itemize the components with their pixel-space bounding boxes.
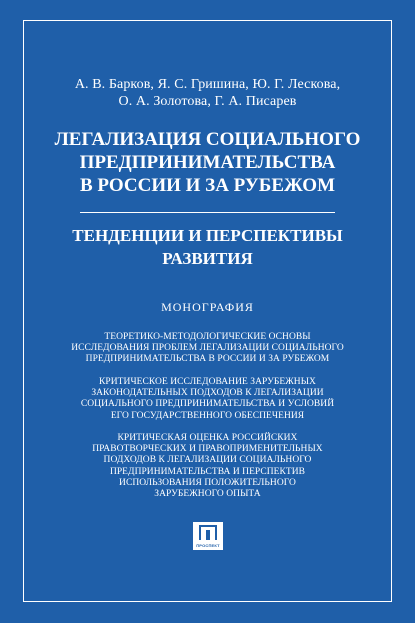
publisher-logo-icon <box>193 522 223 550</box>
section-line: ПРЕДПРИНИМАТЕЛЬСТВА В РОССИИ И ЗА РУБЕЖОМ <box>85 354 330 365</box>
section-line: ЕГО ГОСУДАРСТВЕННОГО ОБЕСПЕЧЕНИЯ <box>110 410 305 421</box>
subtitle-line-1: ТЕНДЕНЦИИ И ПЕРСПЕКТИВЫ <box>72 226 343 245</box>
title-line-3: В РОССИИ И ЗА РУБЕЖОМ <box>79 175 336 196</box>
contents-section-2 <box>0 377 415 422</box>
section-line: ТЕОРЕТИКО-МЕТОДОЛОГИЧЕСКИЕ ОСНОВЫ <box>104 332 311 342</box>
subtitle-line-2: РАЗВИТИЯ <box>162 249 253 268</box>
publisher-mark-icon <box>199 525 217 540</box>
section-line: СОЦИАЛЬНОГО ПРЕДПРИНИМАТЕЛЬСТВА И УСЛОВИЙ <box>80 399 335 410</box>
authors-line-2: О. А. Золотова, Г. А. Писарев <box>118 94 297 109</box>
authors-line-1: А. В. Барков, Я. С. Гришина, Ю. Г. Лескова, <box>74 77 341 92</box>
section-line: ЗАКОНОДАТЕЛЬНЫХ ПОДХОДОВ К ЛЕГАЛИЗАЦИИ <box>91 388 324 399</box>
section-line: КРИТИЧЕСКОЕ ИССЛЕДОВАНИЕ ЗАРУБЕЖНЫХ <box>99 377 316 387</box>
section-line: ЗАРУБЕЖНОГО ОПЫТА <box>154 489 261 500</box>
section-line: КРИТИЧЕСКАЯ ОЦЕНКА РОССИЙСКИХ <box>117 433 298 443</box>
title-line-2: ПРЕДПРИНИМАТЕЛЬСТВА <box>79 152 336 173</box>
publisher-name: ПРОСПЕКТ <box>196 543 220 548</box>
section-line: ИССЛЕДОВАНИЯ ПРОБЛЕМ ЛЕГАЛИЗАЦИИ СОЦИАЛЬНОГО <box>71 343 344 354</box>
title-divider <box>80 212 335 213</box>
publication-type: МОНОГРАФИЯ <box>161 300 254 314</box>
section-line: ПОДХОДОВ К ЛЕГАЛИЗАЦИИ СОЦИАЛЬНОГО <box>103 455 312 466</box>
section-line: ПРАВОТВОРЧЕСКИХ И ПРАВОПРИМЕНИТЕЛЬНЫХ <box>92 444 323 455</box>
section-line: ИСПОЛЬЗОВАНИЯ ПОЛОЖИТЕЛЬНОГО <box>119 477 296 488</box>
title-line-1: ЛЕГАЛИЗАЦИЯ СОЦИАЛЬНОГО <box>54 129 361 150</box>
contents-section-3 <box>0 433 415 500</box>
contents-section-1 <box>0 332 415 366</box>
section-line: ПРЕДПРИНИМАТЕЛЬСТВА И ПЕРСПЕКТИВ <box>109 466 306 477</box>
